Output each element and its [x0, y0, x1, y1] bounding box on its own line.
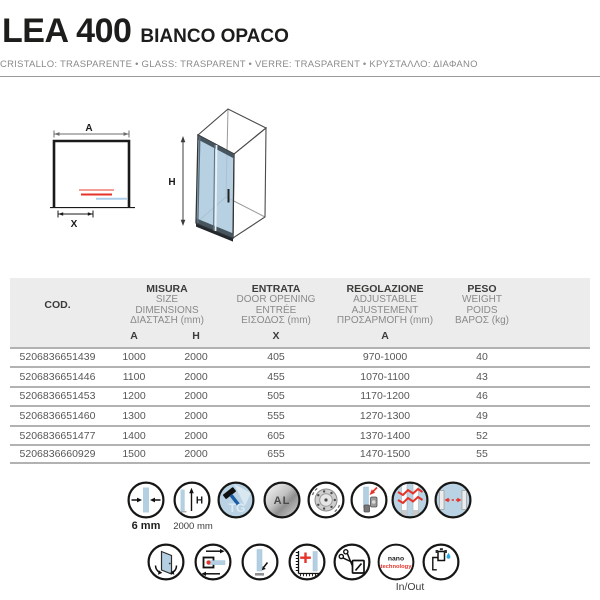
height-label: 2000 mm: [173, 521, 213, 532]
glass-spec-line: CRISTALLO: TRASPARENTE • GLASS: TRASPARENT • VERRE: TRASPARENT • ΚΡΥΣΤΑΛΛΟ: ΔΙΑΦΑΝΟ: [0, 59, 478, 70]
cod-cell: 5206836651439: [19, 351, 96, 364]
table-body: [10, 347, 590, 465]
bottom-guide-icon: [241, 543, 279, 581]
table-subheader: [10, 329, 590, 344]
cut-to-measure-icon: [333, 543, 371, 581]
cod-cell: 5206836651446: [19, 370, 96, 383]
cod-cell: 5206836651477: [19, 429, 96, 442]
glass-thickness-icon: [127, 481, 165, 519]
tempered-glass-icon: [217, 481, 255, 519]
table-row: 5206836651439 1000 2000 405 970-1000 40: [10, 347, 590, 367]
product-name: LEA 400: [2, 12, 132, 50]
aluminum-profile-icon: [263, 481, 301, 519]
nano-technology-icon: [377, 543, 415, 581]
top-view-diagram: [40, 120, 150, 232]
cod-cell: 5206836651453: [19, 390, 96, 403]
h-letter: H: [195, 495, 204, 507]
dim-a-label: A: [85, 123, 93, 134]
technology-text: technology: [380, 564, 412, 570]
subcol-a2: A: [381, 329, 389, 342]
isometric-diagram: [165, 103, 280, 248]
sliding-system-icon: [194, 543, 232, 581]
glass-shock-resistance-icon: [391, 481, 429, 519]
col-header-misura: MISURA SIZE DIMENSIONS ΔΙΑΣΤΑΣΗ (mm): [130, 283, 204, 326]
width-adjustment-icon: [434, 481, 472, 519]
subcol-x: X: [272, 329, 280, 342]
col-header-entrata: ENTRATA DOOR OPENING ENTRÉE ΕΙΣΟΔΟΣ (mm): [236, 283, 316, 326]
thickness-label: 6 mm: [131, 520, 161, 532]
door-height-icon: [173, 481, 211, 519]
header-divider: [0, 76, 600, 77]
tg-text: TG: [228, 501, 246, 515]
table-row: 5206836651477 1400 2000 605 1370-1400 52: [10, 425, 590, 445]
cod-cell: 5206836651460: [19, 410, 96, 423]
subcol-h: H: [192, 329, 200, 342]
table-row: 5206836651446 1100 2000 455 1070-1100 43: [10, 366, 590, 386]
product-variant: BIANCO OPACO: [140, 26, 289, 47]
dim-h-label: H: [168, 177, 176, 188]
col-header-peso: PESO WEIGHT POIDS ΒΑΡΟΣ (kg): [455, 283, 509, 326]
col-header-regolazione: REGOLAZIONE ADJUSTABLE AJUSTEMENT ΠΡΟΣΑΡΜΟΓΗ (mm): [336, 283, 434, 326]
enclosure-walls: [54, 141, 129, 207]
adjustable-rollers-icon: [350, 481, 388, 519]
inout-label: In/Out: [395, 581, 425, 593]
nano-text: nano: [387, 555, 405, 563]
ball-bearing-wheels-icon: [307, 481, 345, 519]
table-row: 5206836651460 1300 2000 555 1270-1300 49: [10, 405, 590, 425]
spec-table: [10, 278, 590, 464]
extension-profile-icon: [288, 543, 326, 581]
subcol-a: A: [130, 329, 138, 342]
col-header-cod: COD.: [44, 299, 71, 312]
page-title: [2, 12, 289, 51]
shower-in-out-icon: [422, 543, 460, 581]
reversible-door-icon: [147, 543, 185, 581]
table-row: 5206836660929 1500 2000 655 1470-1500 55: [10, 444, 590, 464]
right-face: [233, 128, 266, 238]
table-header: [10, 278, 590, 347]
al-text: AL: [273, 495, 291, 507]
cod-cell: 5206836660929: [19, 448, 96, 461]
dim-x-label: X: [70, 219, 78, 230]
table-row: 5206836651453 1200 2000 505 1170-1200 46: [10, 386, 590, 406]
